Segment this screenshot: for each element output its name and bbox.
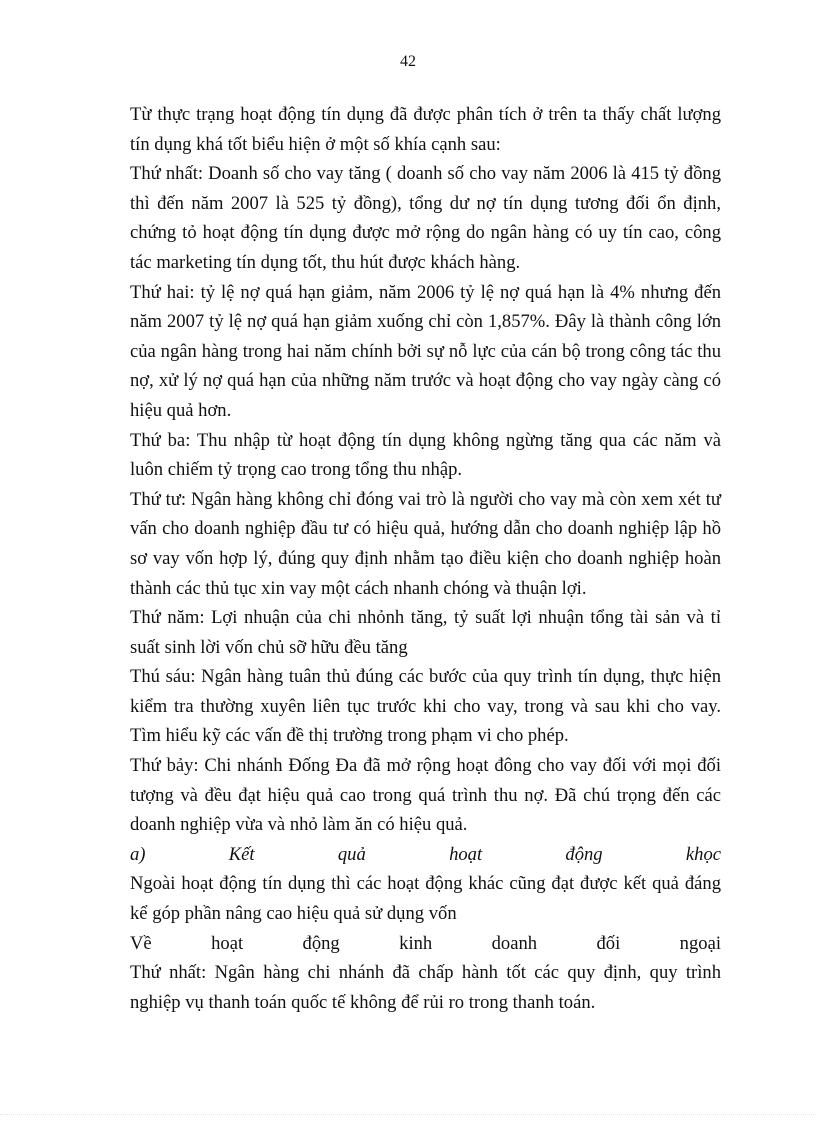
paragraph-sixth-point: Thú sáu: Ngân hàng tuân thủ đúng các bước của quy trình tín dụng, thực hiện kiểm tra thường xuyên liên tục trước khi cho vay, trong và sau khi cho vay. Tìm hiểu kỹ các vấn đề thị trường trong phạm vi cho phép. [130, 666, 721, 747]
paragraph-foreign-first-point: Thứ nhất: Ngân hàng chi nhánh đã chấp hành tốt các quy định, quy trình nghiệp vụ thanh toán quốc tế không để rủi ro trong thanh toán. [130, 962, 721, 1013]
paragraph-other-activities: Ngoài hoạt động tín dụng thì các hoạt động khác cũng đạt được kết quả đáng kể góp phần nâng cao hiệu quả sử dụng vốn [130, 873, 721, 925]
paragraph-fourth-point: Thứ tư: Ngân hàng không chỉ đóng vai trò là người cho vay mà còn xem xét tư vấn cho doanh nghiệp đầu tư có hiệu quả, hướng dẫn cho doanh nghiệp lập hồ sơ vay vốn hợp lý, đúng quy định nhằm tạo điều kiện cho doanh nghiệp hoàn thành các thủ tục xin vay một cách nhanh chóng và thuận lợi. [130, 488, 721, 599]
page-number: 42 [400, 53, 416, 70]
page-bottom-divider [0, 1114, 816, 1115]
paragraph-intro: Từ thực trạng hoạt động tín dụng đã được phân tích ở trên ta thấy chất lượng tín dụng khá tốt biểu hiện ở một số khía cạnh sau: [130, 104, 721, 155]
paragraph-second-point: Thứ hai: tỷ lệ nợ quá hạn giảm, năm 2006 tỷ lệ nợ quá hạn là 4% nhưng đến năm 2007 tỷ lệ nợ quá hạn giảm xuống chỉ còn 1,857%. Đây là thành công lớn của ngân hàng trong hai năm chính bởi sự nỗ lực của cán bộ trong công tác thu nợ, xử lý nợ quá hạn của những năm trước và hoạt động cho vay ngày càng có hiệu quả hơn. [130, 281, 721, 421]
section-heading-other-results: a) Kết quả hoạt động khọc [130, 843, 721, 865]
paragraph-fifth-point: Thứ năm: Lợi nhuận của chi nhỏnh tăng, tỷ suất lợi nhuận tổng tài sản và tỉ suất sinh lời vốn chủ sỡ hữu đều tăng [130, 607, 721, 658]
document-body [130, 100, 721, 1017]
paragraph-first-point: Thứ nhất: Doanh số cho vay tăng ( doanh số cho vay năm 2006 là 415 tỷ đồng thì đến năm 2007 là 525 tỷ đồng), tổng dư nợ tín dụng tương đối ổn định, chứng tỏ hoạt động tín dụng được mở rộng do ngân hàng có uy tín cao, công tác marketing tín dụng tốt, thu hút được khách hàng. [130, 163, 721, 273]
paragraph-third-point: Thứ ba: Thu nhập từ hoạt động tín dụng không ngừng tăng qua các năm và luôn chiếm tỷ trọng cao trong tổng thu nhập. [130, 429, 721, 481]
paragraph-seventh-point: Thứ bảy: Chi nhánh Đống Đa đã mở rộng hoạt đông cho vay đối với mọi đối tượng và đều đạt hiệu quả cao trong quá trình thu nợ. Đã chú trọng đến các doanh nghiệp vừa và nhỏ làm ăn có hiệu quả. [130, 755, 721, 836]
subheading-foreign-business: Về hoạt động kinh doanh đối ngoại [130, 932, 721, 954]
